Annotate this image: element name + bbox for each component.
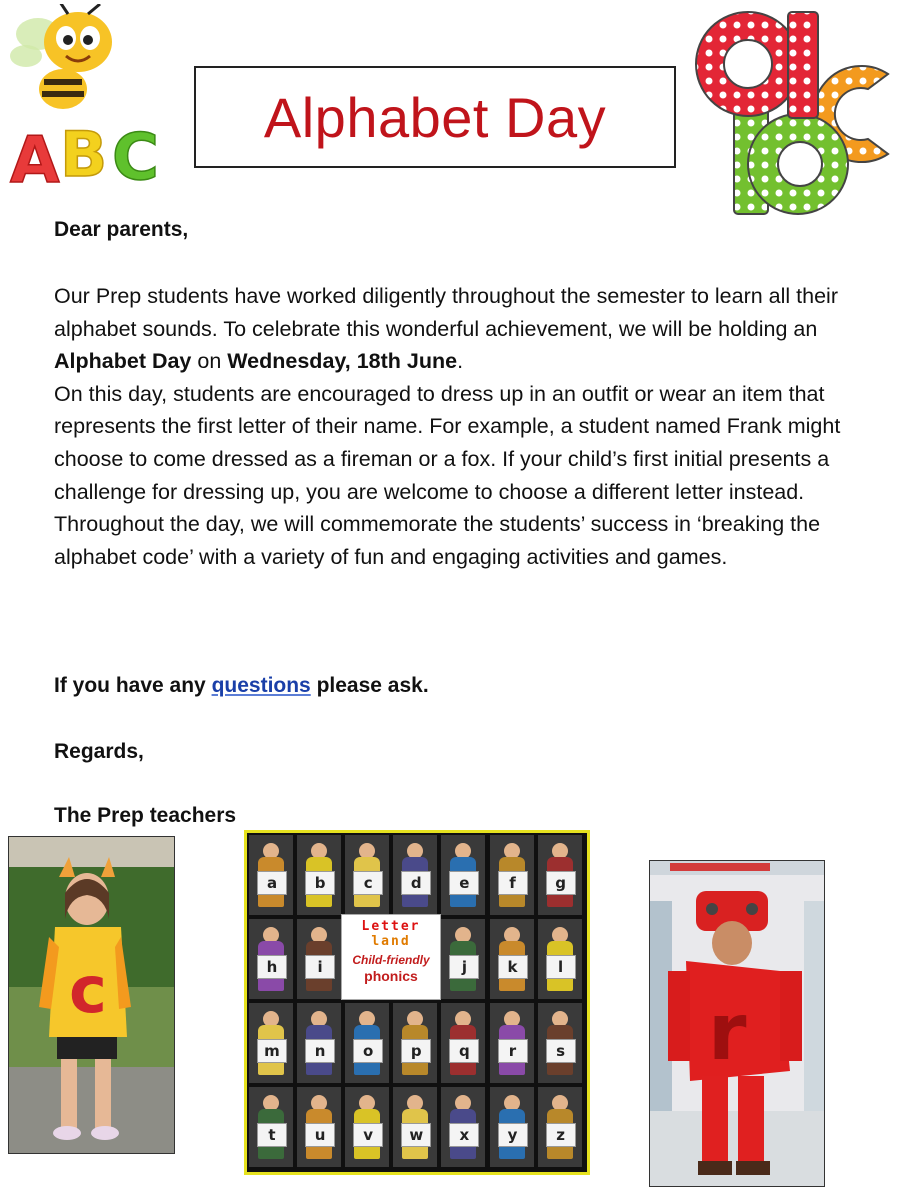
announcement-connector: on	[191, 349, 228, 374]
collage-letter-card: e	[449, 871, 479, 895]
collage-cell	[249, 1003, 293, 1083]
collage-letter-card: p	[401, 1039, 431, 1063]
letterland-collage	[244, 830, 590, 1175]
collage-letter-card: m	[257, 1039, 287, 1063]
collage-cell	[297, 835, 341, 915]
question-end: please ask.	[310, 674, 429, 697]
collage-cell	[345, 835, 389, 915]
paragraph-announcement	[54, 280, 864, 378]
collage-letter-card: k	[498, 955, 528, 979]
question-text: If you have any	[54, 674, 212, 697]
questions-link[interactable]: questions	[211, 674, 311, 697]
collage-cell	[393, 1087, 437, 1167]
collage-letter-card: o	[353, 1039, 383, 1063]
collage-cell	[538, 835, 582, 915]
collage-cell	[393, 1003, 437, 1083]
collage-cell	[490, 835, 534, 915]
collage-cell	[249, 835, 293, 915]
collage-cell	[490, 1087, 534, 1167]
collage-letter-card: f	[498, 871, 528, 895]
photo-boy-letter-r	[649, 860, 825, 1187]
costume-letter-r: r	[708, 988, 747, 1078]
signature: The Prep teachers	[54, 804, 237, 827]
announcement-text: Our Prep students have worked diligently throughout the semester to learn all their alphabet sounds. To celebrate this wonderful achievement, we will be holding an	[54, 284, 838, 341]
collage-cell	[441, 1087, 485, 1167]
collage-cell	[297, 1003, 341, 1083]
collage-letter-card: d	[401, 871, 431, 895]
salutation: Dear parents,	[54, 218, 189, 241]
paragraph-activities: Throughout the day, we will commemorate the students’ success in ‘breaking the alphabet code’ with a variety of fun and engaging activities and games.	[54, 512, 821, 569]
collage-cell	[249, 919, 293, 999]
logo-line-3: Child-friendly	[352, 953, 430, 967]
paragraph-dress-up: On this day, students are encouraged to dress up in an outfit or wear an item that represents the first letter of their name. For example, a student named Frank might choose to come dressed as a fireman or a fox. If your child’s first initial presents a challenge for dressing up, you are welcome to choose a different letter instead.	[54, 381, 841, 504]
collage-cell	[538, 1003, 582, 1083]
collage-letter-card: t	[257, 1123, 287, 1147]
collage-letter-card: i	[305, 955, 335, 979]
letter-body	[54, 280, 864, 573]
title-box	[194, 66, 676, 168]
event-name: Alphabet Day	[54, 349, 192, 374]
photo-girl-letter-c	[8, 836, 175, 1154]
logo-line-4: phonics	[364, 968, 418, 984]
collage-letter-card: h	[257, 955, 287, 979]
costume-letter-c: c	[69, 954, 107, 1028]
page-title: Alphabet Day	[263, 85, 607, 149]
collage-letter-card: c	[353, 871, 383, 895]
bee-icon	[10, 4, 112, 109]
collage-letter-card: l	[546, 955, 576, 979]
polka-dot-ab-logo	[688, 4, 896, 218]
abc-logo-b: B	[60, 118, 108, 189]
collage-letter-card: a	[257, 871, 287, 895]
collage-cell	[345, 1003, 389, 1083]
collage-letter-card: n	[305, 1039, 335, 1063]
collage-letter-card: b	[305, 871, 335, 895]
question-line	[54, 670, 864, 703]
collage-letter-card: g	[546, 871, 576, 895]
collage-letter-card: w	[401, 1123, 431, 1147]
closing: Regards,	[54, 740, 144, 763]
collage-letter-card: v	[353, 1123, 383, 1147]
collage-cell	[249, 1087, 293, 1167]
abc-logo-a: A	[10, 124, 60, 189]
collage-letter-card: r	[498, 1039, 528, 1063]
collage-cell	[297, 919, 341, 999]
collage-cell	[490, 919, 534, 999]
collage-letter-card: u	[305, 1123, 335, 1147]
letterland-logo	[341, 914, 441, 1000]
collage-cell	[490, 1003, 534, 1083]
collage-cell	[538, 919, 582, 999]
letter-a-red	[696, 12, 818, 118]
logo-line-1: Letter	[361, 919, 421, 934]
collage-letter-card: y	[498, 1123, 528, 1147]
collage-letter-card: x	[449, 1123, 479, 1147]
collage-cell	[441, 1003, 485, 1083]
announcement-end: .	[457, 349, 464, 374]
collage-cell	[538, 1087, 582, 1167]
event-date: Wednesday, 18th June	[227, 349, 458, 374]
collage-cell	[345, 1087, 389, 1167]
abc-logo-c: C	[112, 121, 159, 189]
collage-letter-card: s	[546, 1039, 576, 1063]
abc-bee-logo	[8, 4, 178, 189]
collage-letter-card: j	[449, 955, 479, 979]
collage-cell	[441, 919, 485, 999]
collage-cell	[297, 1087, 341, 1167]
collage-cell	[441, 835, 485, 915]
logo-line-2: land	[371, 934, 411, 949]
collage-cell	[393, 835, 437, 915]
collage-letter-card: q	[449, 1039, 479, 1063]
collage-letter-card: z	[546, 1123, 576, 1147]
